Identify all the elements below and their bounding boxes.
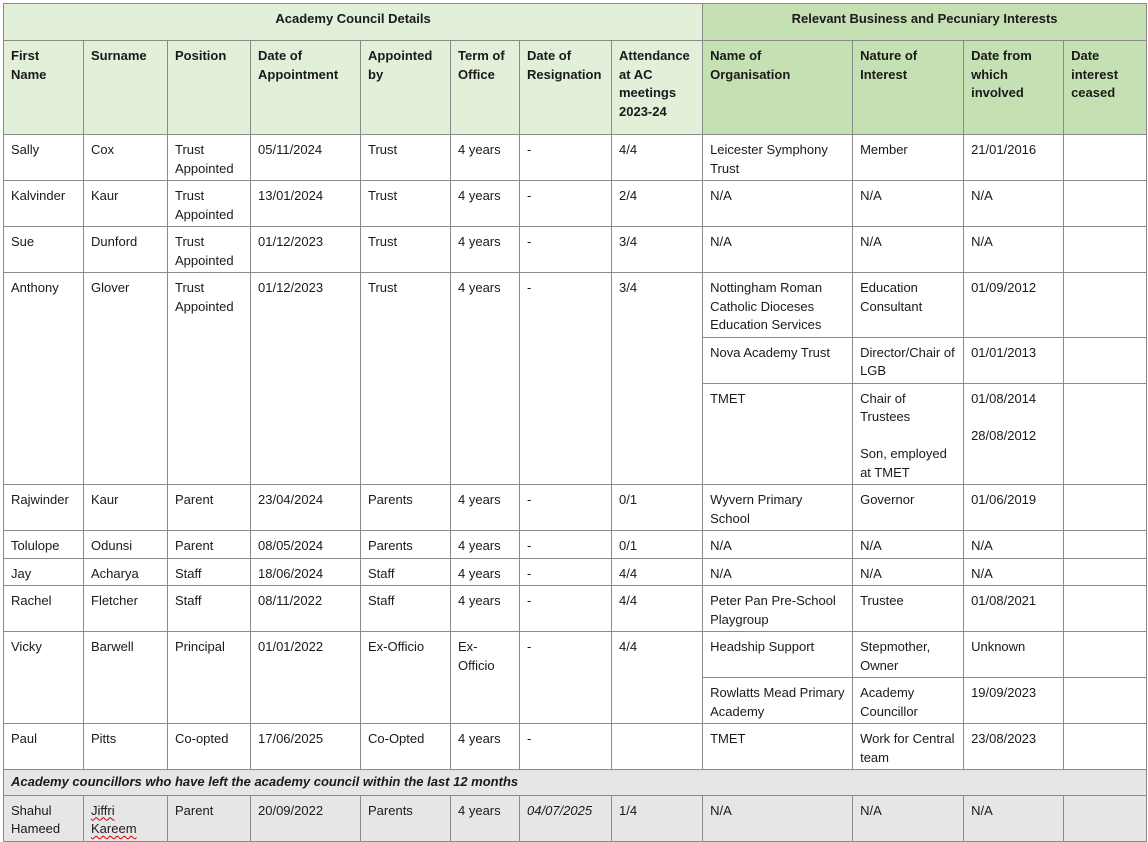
surname-cell: [84, 795, 168, 841]
date-from: 01/01/2013: [964, 337, 1064, 383]
date-from: N/A: [964, 558, 1064, 586]
attendance: 4/4: [612, 632, 703, 724]
organisation: N/A: [703, 795, 853, 841]
first-name: Tolulope: [4, 531, 84, 559]
organisation: Nova Academy Trust: [703, 337, 853, 383]
date-resignation: -: [520, 724, 612, 770]
date-resignation: -: [520, 586, 612, 632]
table-row: [4, 531, 1147, 559]
appointed-by: Trust: [361, 181, 451, 227]
attendance: 2/4: [612, 181, 703, 227]
term: 4 years: [451, 558, 520, 586]
organisation: N/A: [703, 558, 853, 586]
position: Trust Appointed: [168, 227, 251, 273]
organisation: TMET: [703, 724, 853, 770]
surname: Glover: [84, 273, 168, 485]
date-from: 19/09/2023: [964, 678, 1064, 724]
nature: N/A: [853, 795, 964, 841]
appointed-by: Parents: [361, 795, 451, 841]
surname: Jiffri Kareem: [91, 802, 137, 836]
date-from: Unknown: [964, 632, 1064, 678]
term: 4 years: [451, 586, 520, 632]
date-ceased: [1064, 485, 1147, 531]
date-ceased: [1064, 558, 1147, 586]
nature: Member: [853, 135, 964, 181]
col-date-resignation: Date of Resignation: [520, 41, 612, 135]
col-appointed-by: Appointed by: [361, 41, 451, 135]
position: Parent: [168, 795, 251, 841]
date-ceased: [1064, 383, 1147, 485]
date-appointment: 20/09/2022: [251, 795, 361, 841]
left-section-label: Academy councillors who have left the academy council within the last 12 months: [4, 770, 1147, 796]
date-appointment: 01/12/2023: [251, 227, 361, 273]
date-appointment: 08/05/2024: [251, 531, 361, 559]
date-from: 01/09/2012: [964, 273, 1064, 338]
surname: Acharya: [84, 558, 168, 586]
col-first-name: First Name: [4, 41, 84, 135]
first-name: Anthony: [4, 273, 84, 485]
position: Trust Appointed: [168, 135, 251, 181]
position: Staff: [168, 586, 251, 632]
first-name: Kalvinder: [4, 181, 84, 227]
date-ceased: [1064, 724, 1147, 770]
date-ceased: [1064, 586, 1147, 632]
col-position: Position: [168, 41, 251, 135]
nature: N/A: [853, 558, 964, 586]
date-resignation: -: [520, 227, 612, 273]
date-ceased: [1064, 135, 1147, 181]
term: 4 years: [451, 724, 520, 770]
business-interests-header: Relevant Business and Pecuniary Interests: [703, 4, 1147, 41]
date-ceased: [1064, 678, 1147, 724]
position: Staff: [168, 558, 251, 586]
date-from: N/A: [964, 227, 1064, 273]
appointed-by: Trust: [361, 273, 451, 485]
date-appointment: 01/01/2022: [251, 632, 361, 724]
group-header-row: [4, 4, 1147, 41]
organisation: Peter Pan Pre-School Playgroup: [703, 586, 853, 632]
surname: Barwell: [84, 632, 168, 724]
nature: Stepmother, Owner: [853, 632, 964, 678]
appointed-by: Parents: [361, 531, 451, 559]
col-surname: Surname: [84, 41, 168, 135]
date-ceased: [1064, 337, 1147, 383]
col-organisation: Name of Organisation: [703, 41, 853, 135]
nature: N/A: [853, 227, 964, 273]
appointed-by: Trust: [361, 227, 451, 273]
col-date-ceased: Date interest ceased: [1064, 41, 1147, 135]
date-from: 21/01/2016: [964, 135, 1064, 181]
surname: Dunford: [84, 227, 168, 273]
nature: Governor: [853, 485, 964, 531]
term: 4 years: [451, 227, 520, 273]
nature: Trustee: [853, 586, 964, 632]
date-appointment: 23/04/2024: [251, 485, 361, 531]
first-name: Shahul Hameed: [4, 795, 84, 841]
left-section-row: [4, 770, 1147, 796]
nature: Director/Chair of LGB: [853, 337, 964, 383]
appointed-by: Trust: [361, 135, 451, 181]
appointed-by: Co-Opted: [361, 724, 451, 770]
date-ceased: [1064, 273, 1147, 338]
term: 4 years: [451, 531, 520, 559]
organisation: Leicester Symphony Trust: [703, 135, 853, 181]
table-row: [4, 724, 1147, 770]
table-row: [4, 227, 1147, 273]
date-from: N/A: [964, 181, 1064, 227]
first-name: Sally: [4, 135, 84, 181]
organisation: N/A: [703, 227, 853, 273]
date-resignation: -: [520, 632, 612, 724]
date-resignation: -: [520, 485, 612, 531]
date-from: N/A: [964, 795, 1064, 841]
date-ceased: [1064, 632, 1147, 678]
organisation: Wyvern Primary School: [703, 485, 853, 531]
table-row: [4, 795, 1147, 841]
date-appointment: 13/01/2024: [251, 181, 361, 227]
date-from: 23/08/2023: [964, 724, 1064, 770]
date-from-cell: [964, 383, 1064, 485]
term: 4 years: [451, 135, 520, 181]
nature: Work for Central team: [853, 724, 964, 770]
col-term: Term of Office: [451, 41, 520, 135]
surname: Cox: [84, 135, 168, 181]
organisation: Rowlatts Mead Primary Academy: [703, 678, 853, 724]
attendance: 1/4: [612, 795, 703, 841]
table-row: [4, 273, 1147, 338]
date-resignation: -: [520, 558, 612, 586]
attendance: [612, 724, 703, 770]
attendance: 0/1: [612, 531, 703, 559]
date-from: 01/08/2021: [964, 586, 1064, 632]
first-name: Sue: [4, 227, 84, 273]
attendance: 4/4: [612, 558, 703, 586]
position: Trust Appointed: [168, 181, 251, 227]
position: Parent: [168, 531, 251, 559]
surname: Pitts: [84, 724, 168, 770]
term: 4 years: [451, 795, 520, 841]
col-nature: Nature of Interest: [853, 41, 964, 135]
nature: N/A: [853, 531, 964, 559]
date-from: N/A: [964, 531, 1064, 559]
date-appointment: 18/06/2024: [251, 558, 361, 586]
date-ceased: [1064, 795, 1147, 841]
organisation: N/A: [703, 181, 853, 227]
date-resignation: 04/07/2025: [520, 795, 612, 841]
date-resignation: -: [520, 273, 612, 485]
date-from-secondary: 28/08/2012: [971, 427, 1037, 443]
date-appointment: 17/06/2025: [251, 724, 361, 770]
appointed-by: Parents: [361, 485, 451, 531]
first-name: Jay: [4, 558, 84, 586]
col-date-appointment: Date of Appointment: [251, 41, 361, 135]
academy-council-details-header: Academy Council Details: [4, 4, 703, 41]
date-appointment: 05/11/2024: [251, 135, 361, 181]
table-row: [4, 485, 1147, 531]
position: Parent: [168, 485, 251, 531]
date-ceased: [1064, 531, 1147, 559]
date-resignation: -: [520, 181, 612, 227]
term: 4 years: [451, 485, 520, 531]
position: Principal: [168, 632, 251, 724]
table-row: [4, 181, 1147, 227]
table-row: [4, 558, 1147, 586]
nature: Chair of Trustees: [860, 390, 911, 424]
date-from: 01/08/2014: [971, 390, 1037, 406]
attendance: 3/4: [612, 227, 703, 273]
term: 4 years: [451, 181, 520, 227]
first-name: Rachel: [4, 586, 84, 632]
nature-secondary: Son, employed at TMET: [860, 446, 947, 480]
appointed-by: Staff: [361, 586, 451, 632]
surname: Kaur: [84, 485, 168, 531]
date-appointment: 01/12/2023: [251, 273, 361, 485]
nature: Education Consultant: [853, 273, 964, 338]
col-attendance: Attendance at AC meetings 2023-24: [612, 41, 703, 135]
surname: Kaur: [84, 181, 168, 227]
nature-cell: [853, 383, 964, 485]
date-resignation: -: [520, 531, 612, 559]
organisation: Nottingham Roman Catholic Dioceses Education Services: [703, 273, 853, 338]
appointed-by: Ex-Officio: [361, 632, 451, 724]
first-name: Paul: [4, 724, 84, 770]
first-name: Vicky: [4, 632, 84, 724]
date-from: 01/06/2019: [964, 485, 1064, 531]
attendance: 3/4: [612, 273, 703, 485]
first-name: Rajwinder: [4, 485, 84, 531]
date-ceased: [1064, 227, 1147, 273]
date-resignation: -: [520, 135, 612, 181]
position: Trust Appointed: [168, 273, 251, 485]
nature: N/A: [853, 181, 964, 227]
academy-council-table: [3, 3, 1147, 842]
organisation: N/A: [703, 531, 853, 559]
term: Ex-Officio: [451, 632, 520, 724]
surname: Odunsi: [84, 531, 168, 559]
organisation: Headship Support: [703, 632, 853, 678]
appointed-by: Staff: [361, 558, 451, 586]
surname: Fletcher: [84, 586, 168, 632]
attendance: 4/4: [612, 586, 703, 632]
table-row: [4, 586, 1147, 632]
position: Co-opted: [168, 724, 251, 770]
term: 4 years: [451, 273, 520, 485]
attendance: 0/1: [612, 485, 703, 531]
date-appointment: 08/11/2022: [251, 586, 361, 632]
organisation: TMET: [703, 383, 853, 485]
nature: Academy Councillor: [853, 678, 964, 724]
table-row: [4, 135, 1147, 181]
attendance: 4/4: [612, 135, 703, 181]
col-date-from: Date from which involved: [964, 41, 1064, 135]
table-row: [4, 632, 1147, 678]
date-ceased: [1064, 181, 1147, 227]
column-header-row: [4, 41, 1147, 135]
